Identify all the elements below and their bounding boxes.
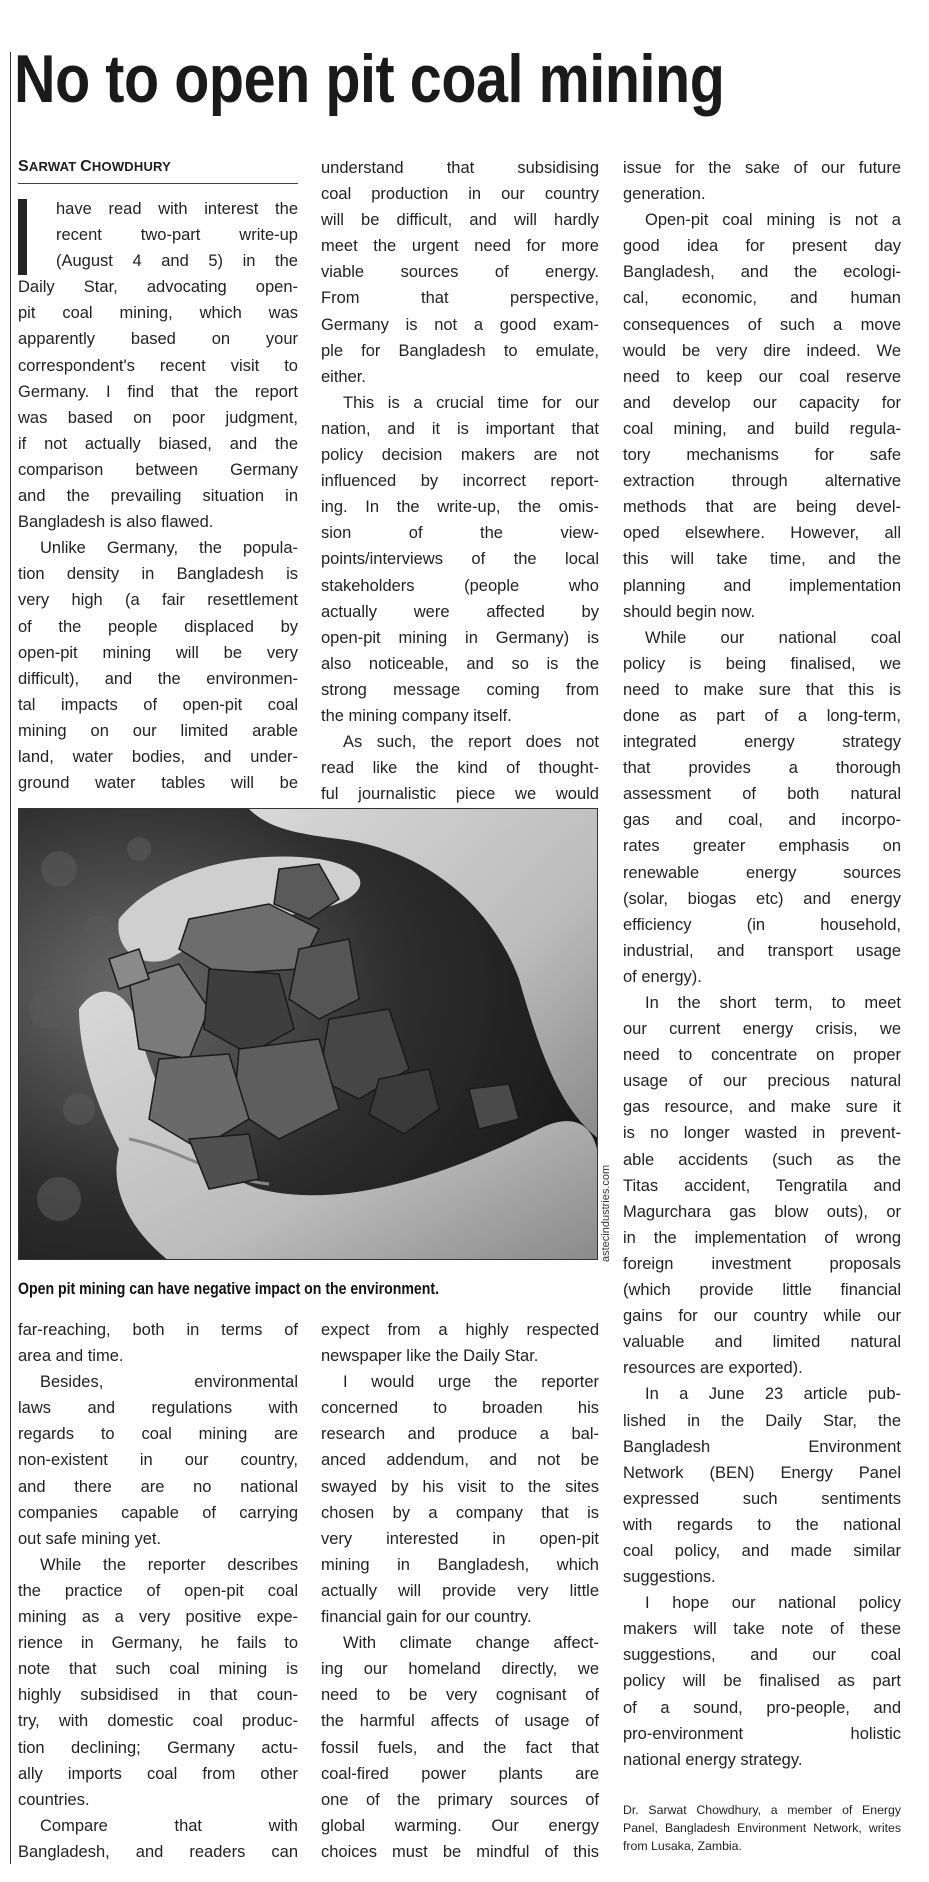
text-line: mining in Bangladesh, which (321, 1555, 599, 1574)
column-1-top (18, 196, 298, 796)
text-line: Magurchara gas blow outs), or (623, 1202, 901, 1221)
text-line: In a June 23 article pub- (645, 1385, 901, 1404)
text-line: coal production in our country (321, 185, 599, 204)
paragraph (321, 155, 599, 390)
text-line: pit coal mining, which was (18, 304, 298, 323)
text-line: very high (a fair resettlement (18, 591, 298, 610)
paragraph (18, 1317, 298, 1369)
text-line: one of the primary sources of (321, 1790, 599, 1809)
text-line: countries. (18, 1790, 90, 1809)
text-line: the mining company itself. (321, 706, 512, 725)
byline-divider (18, 183, 298, 184)
text-line: is no longer wasted in prevent- (623, 1124, 901, 1143)
byline-rest: HOWDHURY (91, 159, 172, 174)
paragraph (18, 1552, 298, 1813)
text-line: rience in Germany, he fails to (18, 1634, 298, 1653)
text-line: was based on poor judgment, (18, 408, 298, 427)
text-line: open-pit mining in Germany) is (321, 628, 599, 647)
text-line: either. (321, 367, 366, 386)
paragraph (321, 1369, 599, 1630)
text-line: swayed by his visit to the sites (321, 1477, 599, 1496)
byline-rest: ARWAT (28, 159, 81, 174)
text-line: ing our homeland directly, we (321, 1660, 599, 1679)
text-line: actually were affected by (321, 602, 599, 621)
text-line: meet the urgent need for more (321, 237, 599, 256)
text-line: the harmful affects of usage of (321, 1712, 599, 1731)
text-line: With climate change affect- (343, 1634, 599, 1653)
text-line: Daily Star, advocating open- (18, 278, 298, 297)
text-line: the practice of open-pit coal (18, 1581, 298, 1600)
text-line: and there are no national (18, 1477, 298, 1496)
paragraph (18, 1813, 298, 1865)
text-line: ground water tables will be (18, 774, 298, 793)
text-line: should begin now. (623, 602, 756, 621)
text-line: ful journalistic piece we would (321, 785, 599, 804)
text-line: suggestions. (623, 1568, 716, 1587)
text-line: rates greater emphasis on (623, 837, 901, 856)
text-line: need to make sure that this is (623, 680, 901, 699)
text-line: of a sound, pro-people, and (623, 1698, 901, 1717)
text-line: Unlike Germany, the popula- (40, 539, 298, 558)
text-line: policy is being finalised, we (623, 654, 901, 673)
text-line: As such, the report does not (343, 733, 599, 752)
text-line: also noticeable, and so is the (321, 654, 599, 673)
paragraph (18, 535, 298, 796)
text-line: valuable and limited natural (623, 1333, 901, 1352)
text-line: difficult), and the environmen- (18, 669, 298, 688)
text-line: industrial, and transport usage (623, 941, 901, 960)
text-line: area and time. (18, 1347, 124, 1366)
column-1-bottom (18, 1317, 298, 1865)
text-line: pro-environment holistic (623, 1724, 901, 1743)
text-line: this will take time, and the (623, 550, 901, 569)
text-line: consequences of such a move (623, 315, 901, 334)
text-line: makers will take note of these (623, 1620, 901, 1639)
text-line: efficiency (in household, (623, 915, 901, 934)
text-line: generation. (623, 185, 706, 204)
text-line: would be very dire indeed. We (623, 341, 901, 360)
text-line: of energy). (623, 967, 702, 986)
text-line: tory mechanisms for safe (623, 446, 901, 465)
text-line: sion of the view- (321, 524, 599, 543)
text-line: planning and implementation (623, 576, 901, 595)
text-line: methods that are being devel- (623, 498, 901, 517)
headline: No to open pit coal mining (14, 41, 725, 117)
byline-initial: S (18, 158, 29, 175)
text-line: open-pit mining will be very (18, 643, 298, 662)
text-line: Open-pit coal mining is not a (645, 211, 901, 230)
text-line: In the short term, to meet (645, 994, 901, 1012)
paragraph (623, 990, 901, 1381)
text-line: mining on our limited arable (18, 721, 298, 740)
text-line: mining as a very positive expe- (18, 1608, 298, 1627)
text-line: coal mining, and build regula- (623, 419, 901, 438)
text-line: This is a crucial time for our (343, 393, 599, 412)
paragraph (321, 390, 599, 729)
paragraph (321, 1630, 599, 1865)
paragraph (623, 1801, 901, 1855)
text-line: recent two-part write-up (56, 226, 298, 245)
text-line: issue for the sake of our future (623, 159, 901, 177)
text-line: non-existent in our country, (18, 1451, 298, 1470)
text-line: Besides, environmental (40, 1373, 298, 1392)
text-line: gas and coal, and incorpo- (623, 811, 901, 830)
text-line: research and produce a bal- (321, 1425, 599, 1444)
text-line: integrated energy strategy (623, 733, 901, 752)
text-line: influenced by incorrect report- (321, 472, 599, 491)
text-line: understand that subsidising (321, 159, 599, 177)
paragraph (623, 625, 901, 990)
text-line: companies capable of carrying (18, 1503, 298, 1522)
text-line: of the people displaced by (18, 617, 298, 636)
text-line: good idea for present day (623, 237, 901, 256)
text-line: out safe mining yet. (18, 1529, 162, 1548)
text-line: Bangladesh, and readers can (18, 1842, 298, 1861)
text-line: strong message coming from (321, 680, 599, 699)
text-line: comparison between Germany (18, 460, 298, 479)
text-line: (solar, biogas etc) and energy (623, 889, 901, 908)
text-line: choices must be mindful of this (321, 1842, 599, 1861)
text-line: note that such coal mining is (18, 1660, 298, 1679)
text-line: I would urge the reporter (343, 1373, 599, 1392)
text-line: Bangladesh, and the ecologi- (623, 263, 901, 282)
text-line: able accidents (such as the (623, 1150, 901, 1169)
text-line: chosen by a company that is (321, 1503, 599, 1522)
text-line: While our national coal (645, 628, 901, 647)
text-line: usage of our precious natural (623, 1072, 901, 1091)
text-line: expressed such sentiments (623, 1489, 901, 1508)
text-line: will be difficult, and will hardly (321, 211, 599, 230)
text-line: and the prevailing situation in (18, 487, 298, 506)
text-line: actually will provide very little (321, 1581, 599, 1600)
text-line: have read with interest the (56, 200, 298, 218)
byline-initial: C (80, 158, 92, 175)
paragraph (623, 207, 901, 625)
text-line: extraction through alternative (623, 472, 901, 491)
text-line: foreign investment proposals (623, 1254, 901, 1273)
paragraph (18, 196, 298, 535)
text-line: stakeholders (people who (321, 576, 599, 595)
text-line: ple for Bangladesh to emulate, (321, 341, 599, 360)
text-line: newspaper like the Daily Star. (321, 1347, 539, 1366)
text-line: far-reaching, both in terms of (18, 1321, 298, 1339)
text-line: and develop our capacity for (623, 393, 901, 412)
text-line: Germany is not a good exam- (321, 315, 599, 334)
photo-coal-in-hands (18, 808, 598, 1260)
text-line: highly subsidised in that coun- (18, 1686, 298, 1705)
text-line: expect from a highly respected (321, 1321, 599, 1339)
text-line: Germany. I find that the report (18, 382, 298, 401)
text-line: I hope our national policy (645, 1594, 901, 1613)
paragraph (623, 155, 901, 207)
left-column-rule (10, 52, 11, 1864)
text-line: cal, economic, and human (623, 289, 901, 308)
text-line: resources are exported). (623, 1359, 803, 1378)
text-line: anced addendum, and not be (321, 1451, 599, 1470)
text-line: Network (BEN) Energy Panel (623, 1463, 901, 1482)
text-line: need to be very cognisant of (321, 1686, 599, 1705)
text-line: lished in the Daily Star, the (623, 1411, 901, 1430)
text-line: coal policy, and made similar (623, 1541, 901, 1560)
text-line: Bangladesh is also flawed. (18, 513, 214, 532)
text-line: try, with domestic coal produc- (18, 1712, 298, 1731)
coal-hands-illustration (19, 809, 598, 1260)
text-line: correspondent's recent visit to (18, 356, 298, 375)
text-line: Panel, Bangladesh Environment Network, writes (623, 1821, 901, 1835)
text-line: tion declining; Germany actu- (18, 1738, 298, 1757)
text-line: national energy strategy. (623, 1750, 803, 1769)
text-line: done as part of a long-term, (623, 706, 901, 725)
photo-credit: astecindustries.com (600, 1164, 612, 1262)
text-line: apparently based on your (18, 330, 298, 349)
text-line: From that perspective, (321, 289, 599, 308)
text-line: ally imports coal from other (18, 1764, 298, 1783)
text-line: gas resource, and make sure it (623, 1098, 901, 1117)
text-line: oped elsewhere. However, all (623, 524, 901, 543)
text-line: policy will be finalised as part (623, 1672, 901, 1691)
text-line: gains for our country while our (623, 1307, 901, 1326)
text-line: laws and regulations with (18, 1399, 298, 1418)
text-line: concerned to broaden his (321, 1399, 599, 1418)
text-line: suggestions, and our coal (623, 1646, 901, 1665)
column-2-bottom (321, 1317, 599, 1865)
text-line: (August 4 and 5) in the (56, 252, 298, 271)
text-line: policy decision makers are not (321, 446, 599, 465)
text-line: tion density in Bangladesh is (18, 565, 298, 584)
byline (18, 158, 171, 176)
text-line: While the reporter describes (40, 1555, 298, 1574)
paragraph (321, 729, 599, 807)
text-line: Titas accident, Tengratila and (623, 1176, 901, 1195)
paragraph (623, 1381, 901, 1590)
text-line: regards to coal mining are (18, 1425, 298, 1444)
text-line: renewable energy sources (623, 863, 901, 882)
text-line: viable sources of energy. (321, 263, 599, 282)
text-line: that provides a thorough (623, 759, 901, 778)
text-line: our current energy crisis, we (623, 1020, 901, 1039)
paragraph (321, 1317, 599, 1369)
text-line: (which provide little financial (623, 1281, 901, 1300)
text-line: very interested in open-pit (321, 1529, 599, 1548)
text-line: fossil fuels, and the fact that (321, 1738, 599, 1757)
paragraph (18, 1369, 298, 1552)
text-line: need to concentrate on proper (623, 1046, 901, 1065)
text-line: nation, and it is important that (321, 419, 599, 438)
text-line: need to keep our coal reserve (623, 367, 901, 386)
photo-caption: Open pit mining can have negative impact on the environment. (18, 1279, 440, 1298)
text-line: points/interviews of the local (321, 550, 599, 569)
text-line: read like the kind of thought- (321, 759, 599, 778)
text-line: coal-fired power plants are (321, 1764, 599, 1783)
text-line: if not actually biased, and the (18, 434, 298, 453)
text-line: tal impacts of open-pit coal (18, 695, 298, 714)
paragraph (623, 1590, 901, 1773)
text-line: Dr. Sarwat Chowdhury, a member of Energy (623, 1803, 901, 1817)
column-3 (623, 155, 901, 1773)
text-line: with regards to the national (623, 1515, 901, 1534)
author-bio (623, 1801, 901, 1855)
text-line: ing. In the write-up, the omis- (321, 498, 599, 517)
text-line: Compare that with (40, 1816, 298, 1835)
text-line: global warming. Our energy (321, 1816, 599, 1835)
text-line: financial gain for our country. (321, 1608, 532, 1627)
text-line: assessment of both natural (623, 785, 901, 804)
text-line: Bangladesh Environment (623, 1437, 901, 1456)
text-line: from Lusaka, Zambia. (623, 1839, 742, 1853)
column-2-top (321, 155, 599, 807)
text-line: in the implementation of wrong (623, 1228, 901, 1247)
text-line: land, water bodies, and under- (18, 747, 298, 766)
